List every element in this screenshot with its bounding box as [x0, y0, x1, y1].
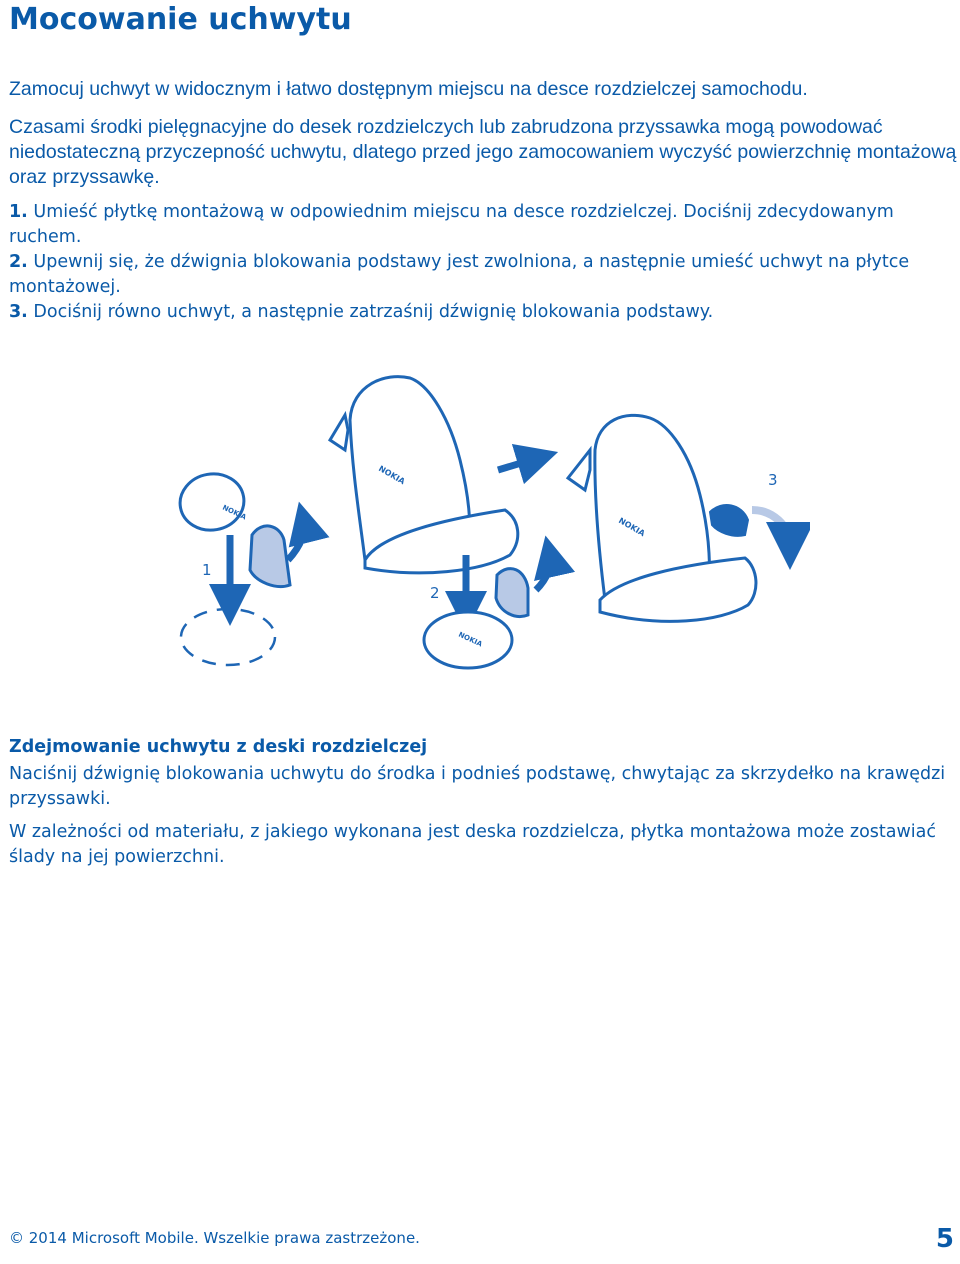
step2-peel-arrow [536, 556, 550, 590]
step1-label: 1 [202, 561, 212, 579]
holder-brand-label: NOKIA [377, 463, 407, 487]
step-2 [9, 250, 959, 300]
step-text: Umieść płytkę montażową w odpowiednim miejscu na desce rozdzielczej. Dociśnij zdecydowanym ruchem. [9, 202, 894, 247]
step2-plate-brand: NOKIA [457, 630, 484, 649]
holder-clip-left [330, 415, 348, 450]
step3-holder-group [568, 415, 790, 621]
peel-arrow-icon [288, 522, 304, 560]
cleaning-note-paragraph: Czasami środki pielęgnacyjne do desek rozdzielczych lub zabrudzona przyssawka mogą powodować niedostateczną przyczepność uchwytu, dlatego przed jego zamocowaniem wyczyść powierzchnię montażową oraz przyssawkę. [9, 116, 957, 188]
intro-paragraph: Zamocuj uchwyt w widocznym i łatwo dostępnym miejscu na desce rozdzielczej samochodu. [9, 78, 808, 100]
holder3-clip-left [568, 450, 590, 490]
lock-lever-icon [710, 505, 748, 536]
step-number: 2. [9, 252, 28, 272]
surface-warning-note: W zależności od materiału, z jakiego wykonana jest deska rozdzielcza, płytka montażowa może zostawiać ślady na jej powierzchni. [9, 822, 936, 867]
holder3-brand-label: NOKIA [617, 515, 647, 539]
step-number: 3. [9, 302, 28, 322]
step2-label: 2 [430, 584, 440, 602]
step-1 [9, 200, 959, 250]
steps-list [9, 200, 959, 325]
step-text: Upewnij się, że dźwignia blokowania podstawy jest zwolniona, a następnie umieść uchwyt na płytce montażowej. [9, 252, 910, 297]
mounting-illustration [160, 360, 810, 680]
step-3 [9, 300, 959, 325]
dashboard-spot-dashed [181, 609, 275, 665]
removal-instructions: Naciśnij dźwignię blokowania uchwytu do środka i podnieś podstawę, chwytając za skrzydełko na krawędzi przyssawki. [9, 764, 946, 809]
lock-arrow-icon [752, 510, 790, 546]
step3-label: 3 [768, 471, 778, 489]
page-title: Mocowanie uchwytu [9, 2, 352, 37]
step1-plate-group [176, 469, 305, 665]
slide-arrow-icon [498, 458, 538, 470]
step-number: 1. [9, 202, 28, 222]
step-text: Dociśnij równo uchwyt, a następnie zatrzaśnij dźwignię blokowania podstawy. [33, 302, 714, 322]
page-number: 5 [935, 1224, 954, 1254]
step2-holder-group [330, 377, 550, 668]
copyright-footer: © 2014 Microsoft Mobile. Wszelkie prawa zastrzeżone. [9, 1229, 420, 1247]
suction-flap-icon [496, 569, 528, 617]
plate-brand-label: NOKIA [221, 503, 248, 522]
peel-tab-icon [250, 526, 290, 587]
removal-heading: Zdejmowanie uchwytu z deski rozdzielczej [9, 737, 428, 757]
mounting-plate-icon [176, 469, 249, 535]
